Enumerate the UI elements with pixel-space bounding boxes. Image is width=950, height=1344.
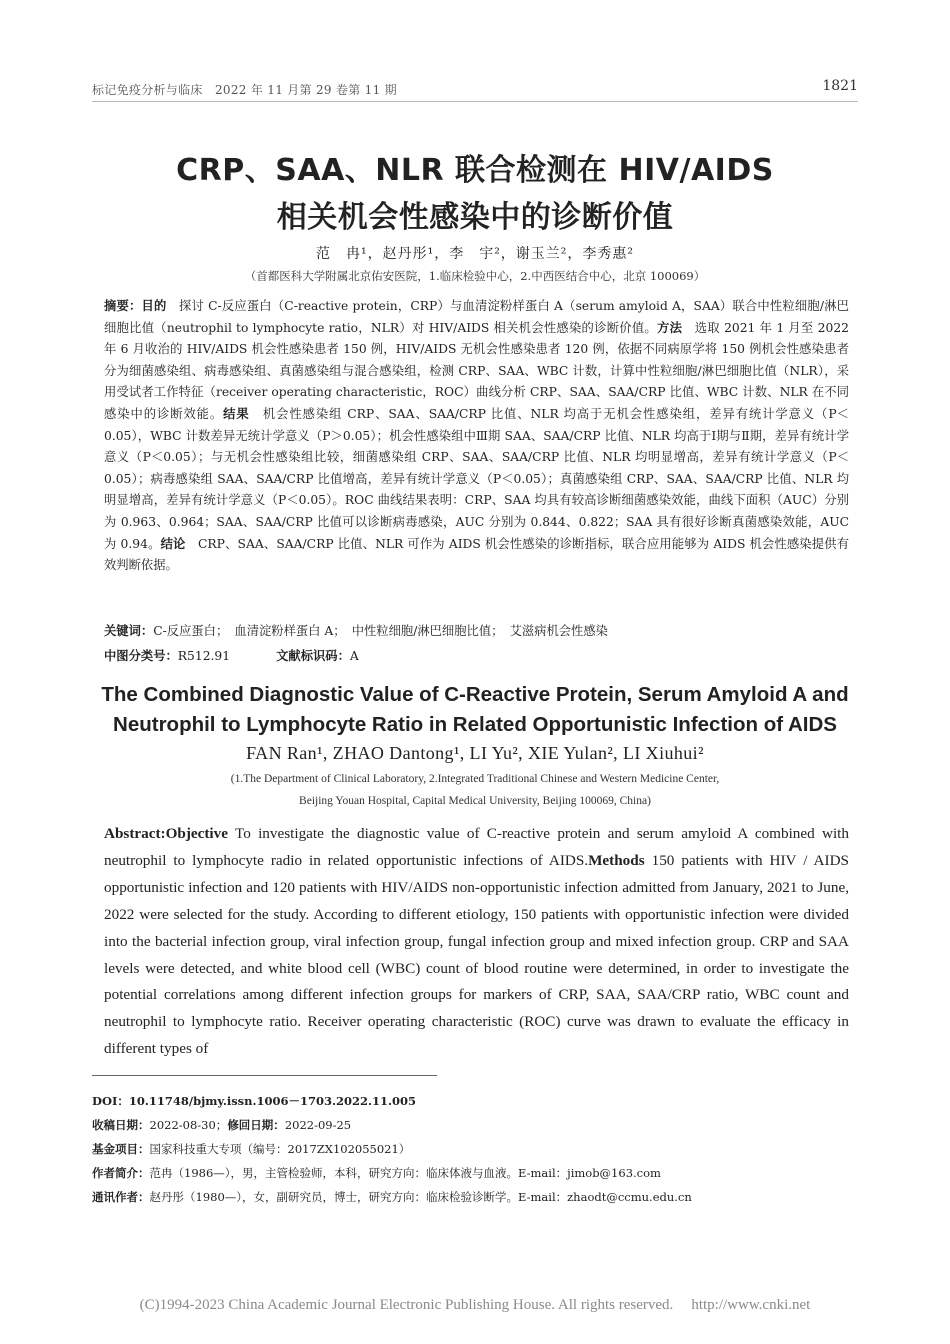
methods-label: 方法 (657, 320, 683, 335)
author-bio-value: 范冉（1986—），男，主管检验师，本科，研究方向：临床体液与血液。E-mail：jimob@163.com (149, 1166, 661, 1180)
results-label: 结果 (223, 406, 250, 421)
revised-date: 2022-09-25 (284, 1118, 352, 1132)
doc-code-value: A (349, 649, 359, 663)
copyright-url[interactable]: http://www.cnki.net (691, 1297, 811, 1313)
copyright-text: (C)1994-2023 China Academic Journal Electronic Publishing House. All rights reserved. (139, 1297, 674, 1313)
chinese-abstract (104, 296, 849, 577)
conclusion-label: 结论 (160, 536, 186, 551)
running-header (92, 78, 858, 102)
keywords-label: 关键词： (104, 624, 154, 638)
footnote-divider (92, 1075, 437, 1076)
corresponding-value: 赵丹彤（1980—），女，副研究员，博士，研究方向：临床检验诊断学。E-mail：zhaodt@ccmu.edu.cn (149, 1190, 692, 1204)
received-label: 收稿日期： (92, 1118, 150, 1132)
abstract-label: 摘要： (104, 299, 142, 313)
author-bio-line (92, 1165, 862, 1181)
en-methods-text: 150 patients with HIV / AIDS opportunistic infection and 120 patients with HIV/AIDS non-opportunistic infection admitted from January, 2021 to June, 2022 were selected for the study. According to different etiology, 150 patients with opportunistic infection were divided into the bacterial infection group, viral infection group, fungal infection group and mixed infection group. CRP and SAA levels were detected, and white blood cell (WBC) count of blood routine were determined, in order to investigate the potential correlations among different infection groups for markers of CRP, SAA, SAA/CRP ratio, WBC count and neutrophil to lymphocyte ratio. Receiver operating characteristic (ROC) curve was drawn to evaluate the efficacy in different types of (104, 851, 849, 1058)
english-affiliation-line-1: (1.The Department of Clinical Laboratory, 2.Integrated Traditional Chinese and Western Medicine Center, (230, 773, 720, 785)
page-number: 1821 (822, 78, 858, 94)
results-text: 机会性感染组 CRP、SAA、SAA/CRP 比值、NLR 均高于无机会性感染组，差异有统计学意义（P＜0.05），WBC 计数差异无统计学意义（P＞0.05）；机会性感染组中Ⅲ期 SAA、SAA/CRP 比值、NLR 均高于Ⅰ期与Ⅱ期，差异有统计学意义（P＜0.05）；与无机会性感染组比较，细菌感染组 CRP、SAA、SAA/CRP 比值、NLR 均明显增高，差异有统计学意义（P＜0.05）；病毒感染组 SAA、SAA/CRP 比值增高，差异有统计学意义（P＜0.05）；真菌感染组 CRP、SAA、SAA/CRP 比值、NLR 均明显增高，差异有统计学意义（P＜0.05）。ROC 曲线结果表明：CRP、SAA 均具有较高诊断细菌感染效能，曲线下面积（AUC）分别为 0.963、0.964；SAA、SAA/CRP 比值可以诊断病毒感染，AUC 分别为 0.844、0.822；SAA 具有很好诊断真菌感染效能，AUC 为 0.94。 (104, 406, 849, 551)
doc-code-label: 文献标识码： (276, 649, 350, 663)
clc-value: R512.91 (177, 649, 231, 663)
funding-line (92, 1141, 862, 1157)
en-methods-label: Methods (588, 851, 645, 869)
chinese-title-line-2: 相关机会性感染中的诊断价值 (276, 200, 674, 235)
classification-line (104, 646, 849, 668)
objective-text: 探讨 C-反应蛋白（C-reactive protein，CRP）与血清淀粉样蛋白 A（serum amyloid A，SAA）联合中性粒细胞/淋巴细胞比值（neutrophil to lymphocyte ratio，NLR）对 HIV/AIDS 相关机会性感染的诊断价值。 (104, 299, 849, 335)
dates-line (92, 1117, 862, 1133)
corresponding-author-line (92, 1189, 862, 1205)
fund-label: 基金项目： (92, 1142, 150, 1156)
methods-text: 选取 2021 年 1 月至 2022 年 6 月收治的 HIV/AIDS 机会性感染患者 150 例，HIV/AIDS 无机会性感染患者 120 例，依据不同病原学将 150 例机会性感染患者分为细菌感染组、病毒感染组、真菌感染组与混合感染组，检测 CRP、SAA、WBC 计数，计算中性粒细胞/淋巴细胞比值（NLR），采用受试者工作特征（receiver operating characteristic，ROC）曲线分析 CRP、SAA、SAA/CRP 比值、WBC 计数、NLR 在不同感染中的诊断效能。 (104, 320, 849, 421)
objective-label: 目的 (141, 299, 167, 313)
doi: DOI：10.11748/bjmy.issn.1006－1703.2022.11.005 (92, 1094, 417, 1108)
revised-label: 修回日期： (227, 1118, 285, 1132)
en-objective-text: To investigate the diagnostic value of C-reactive protein and serum amyloid A combined with neutrophil to lymphocyte radio in related opportunistic infections of AIDS. (104, 825, 849, 869)
journal-info: 标记免疫分析与临床 2022 年 11 月第 29 卷第 11 期 (92, 83, 397, 97)
corresponding-label: 通讯作者： (92, 1190, 150, 1204)
clc-label: 中图分类号： (104, 649, 178, 663)
author-bio-label: 作者简介： (92, 1166, 150, 1180)
copyright-notice (0, 1297, 950, 1314)
english-authors: FAN Ran¹, ZHAO Dantong¹, LI Yu², XIE Yulan², LI Xiuhui² (246, 743, 704, 763)
chinese-authors: 范 冉¹，赵丹彤¹，李 宇²，谢玉兰²，李秀惠² (315, 246, 635, 262)
chinese-title-line-1: CRP、SAA、NLR 联合检测在 HIV/AIDS (176, 153, 774, 188)
english-title-line-2: Neutrophil to Lymphocyte Ratio in Related Opportunistic Infection of AIDS (113, 713, 837, 736)
conclusion-text: CRP、SAA、SAA/CRP 比值、NLR 可作为 AIDS 机会性感染的诊断指标，联合应用能够为 AIDS 机会性感染提供有效判断依据。 (104, 536, 849, 573)
chinese-affiliation: （首都医科大学附属北京佑安医院，1.临床检验中心，2.中西医结合中心，北京 100069） (244, 269, 706, 283)
english-abstract (104, 821, 849, 1063)
fund-value: 国家科技重大专项（编号：2017ZX102055021） (149, 1142, 411, 1156)
english-affiliation-line-2: Beijing Youan Hospital, Capital Medical University, Beijing 100069, China) (299, 795, 651, 807)
keywords-text: C-反应蛋白； 血清淀粉样蛋白 A； 中性粒细胞/淋巴细胞比值； 艾滋病机会性感染 (153, 624, 608, 638)
received-date: 2022-08-30； (149, 1118, 228, 1132)
en-abstract-label: Abstract: (104, 825, 166, 842)
en-objective-label: Objective (165, 825, 228, 842)
chinese-keywords (104, 621, 849, 643)
english-title-line-1: The Combined Diagnostic Value of C-Reactive Protein, Serum Amyloid A and (101, 683, 849, 706)
